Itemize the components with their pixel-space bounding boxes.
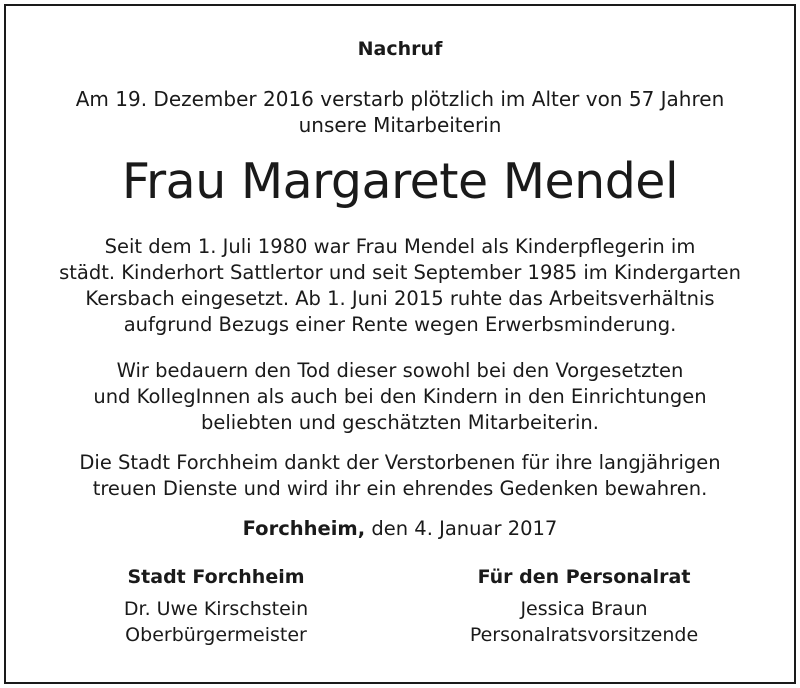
paragraph-line: Wir bedauern den Tod dieser sowohl bei den Vorgesetzten (116, 359, 684, 382)
signature-person: Jessica Braun (520, 598, 648, 620)
paragraph-line: treuen Dienste und wird ihr ein ehrendes Gedenken bewahren. (92, 477, 708, 500)
signature-role: Oberbürgermeister (125, 624, 307, 646)
paragraph-line: beliebten und geschätzten Mitarbeiterin. (200, 411, 599, 434)
dateline-date: den 4. Januar 2017 (365, 517, 558, 540)
condolence-paragraph (0, 358, 800, 436)
gratitude-paragraph (0, 450, 800, 502)
employment-paragraph (0, 234, 800, 338)
dateline (0, 516, 800, 542)
signature-organization: Stadt Forchheim (127, 566, 305, 588)
intro-text (0, 86, 800, 138)
paragraph-line: und KollegInnen als auch bei den Kindern in den Einrichtungen (93, 385, 707, 408)
intro-line: Am 19. Dezember 2016 verstarb plötzlich im Alter von 57 Jahren (75, 87, 725, 111)
paragraph-line: aufgrund Bezugs einer Rente wegen Erwerbsminderung. (123, 313, 677, 336)
signature-organization: Für den Personalrat (477, 566, 691, 588)
dateline-place: Forchheim, (242, 517, 366, 540)
paragraph-line: Seit dem 1. Juli 1980 war Frau Mendel als Kinderpflegerin im (104, 235, 696, 258)
signature-city (56, 564, 376, 648)
paragraph-line: städt. Kinderhort Sattlertor und seit September 1985 im Kindergarten (59, 261, 741, 284)
intro-line: unsere Mitarbeiterin (298, 113, 502, 137)
signature-role: Personalratsvorsitzende (469, 624, 699, 646)
paragraph-line: Kersbach eingesetzt. Ab 1. Juni 2015 ruhte das Arbeitsverhältnis (85, 287, 715, 310)
signature-person: Dr. Uwe Kirschstein (123, 598, 309, 620)
deceased-name: Frau Margarete Mendel (121, 153, 679, 210)
paragraph-line: Die Stadt Forchheim dankt der Verstorbenen für ihre langjährigen (79, 451, 721, 474)
notice-heading: Nachruf (357, 38, 443, 60)
signature-staff-council (424, 564, 744, 648)
